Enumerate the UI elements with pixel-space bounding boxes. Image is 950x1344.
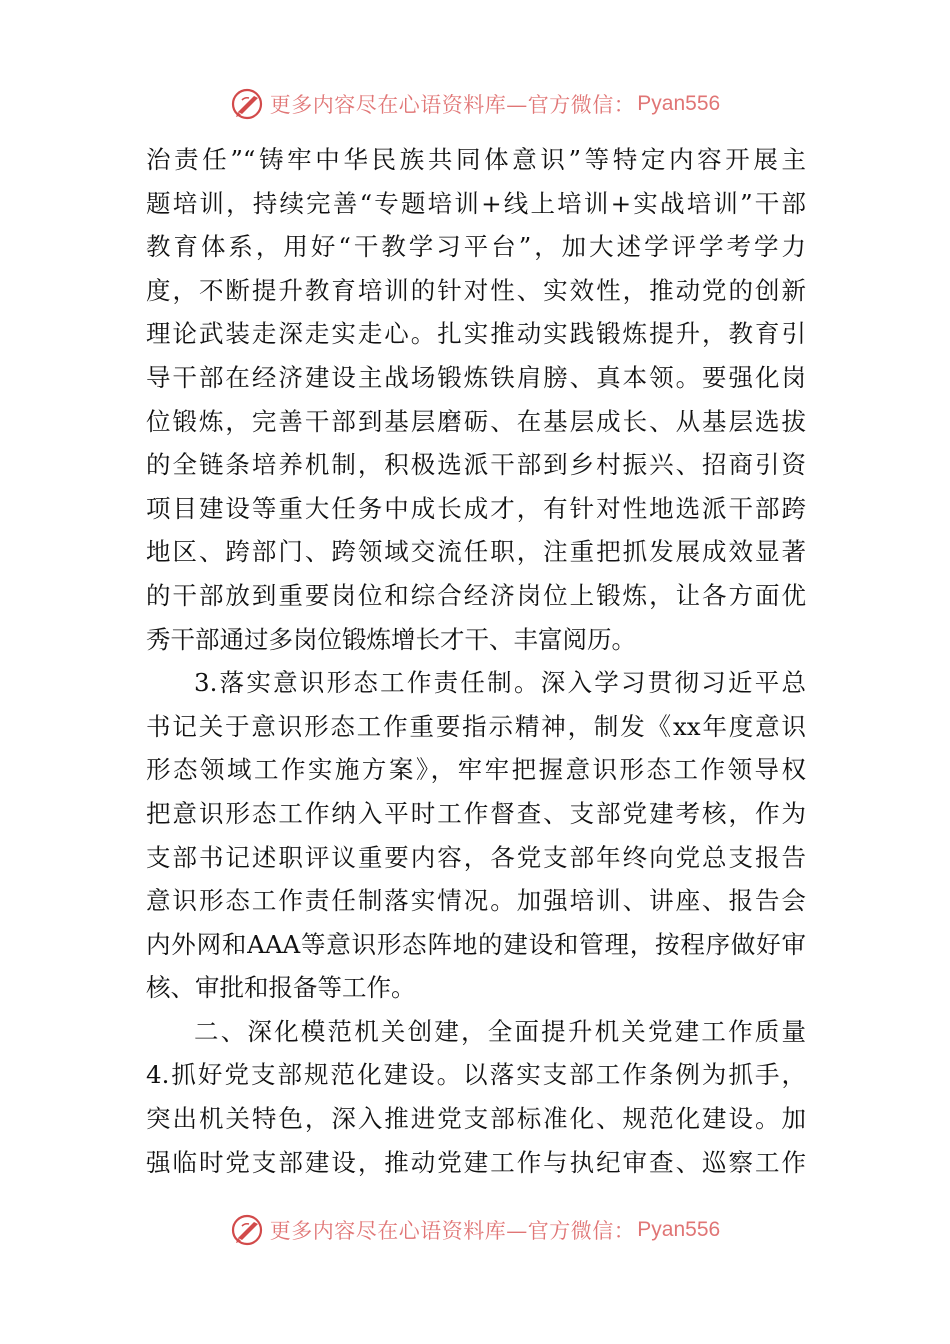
text-line: 4.抓好党支部规范化建设。以落实支部工作条例为抓手，	[146, 1060, 806, 1090]
text-line: 核、审批和报备等工作。	[146, 973, 416, 1003]
watermark-header	[0, 84, 950, 124]
watermark-footer	[0, 1210, 950, 1250]
text-line: 书记关于意识形态工作重要指示精神，制发《xx年度意识	[146, 711, 806, 741]
text-line: 的全链条培养机制，积极选派干部到乡村振兴、招商引资	[146, 450, 806, 480]
pen-logo-icon	[230, 86, 266, 122]
text-line: 意识形态工作责任制落实情况。加强培训、讲座、报告会	[146, 886, 806, 916]
text-line: 地区、跨部门、跨领域交流任职，注重把抓发展成效显著	[146, 537, 806, 567]
text-line: 内外网和AAA等意识形态阵地的建设和管理，按程序做好审	[146, 929, 806, 959]
text-line: 理论武装走深走实走心。扎实推动实践锻炼提升，教育引	[146, 319, 806, 349]
text-line: 把意识形态工作纳入平时工作督查、支部党建考核，作为	[146, 798, 806, 828]
watermark-text: 更多内容尽在心语资料库—官方微信：	[269, 93, 636, 117]
text-line: 位锻炼，完善干部到基层磨砺、在基层成长、从基层选拔	[146, 406, 806, 436]
text-line: 教育体系，用好“干教学习平台”，加大述学评学考学力	[146, 232, 806, 262]
text-line: 题培训，持续完善“专题培训+线上培训+实战培训”干部	[146, 188, 806, 218]
text-line: 的干部放到重要岗位和综合经济岗位上锻炼，让各方面优	[146, 580, 806, 610]
text-line: 3.落实意识形态工作责任制。深入学习贯彻习近平总	[194, 668, 806, 698]
text-line: 支部书记述职评议重要内容，各党支部年终向党总支报告	[146, 842, 806, 872]
watermark-text: 更多内容尽在心语资料库—官方微信：	[269, 1219, 636, 1243]
text-line: 度，不断提升教育培训的针对性、实效性，推动党的创新	[146, 275, 806, 305]
text-line: 二、深化模范机关创建，全面提升机关党建工作质量	[194, 1016, 806, 1046]
watermark-wechat-id: Pyan556	[637, 1218, 721, 1241]
text-line: 突出机关特色，深入推进党支部标准化、规范化建设。加	[146, 1104, 806, 1134]
text-line: 强临时党支部建设，推动党建工作与执纪审查、巡察工作	[146, 1147, 806, 1177]
watermark-wechat-id: Pyan556	[637, 92, 721, 115]
text-line: 秀干部通过多岗位锻炼增长才干、丰富阅历。	[146, 624, 636, 654]
text-line: 项目建设等重大任务中成长成才，有针对性地选派干部跨	[146, 493, 806, 523]
text-line: 形态领域工作实施方案》，牢牢把握意识形态工作领导权	[146, 755, 806, 785]
pen-logo-icon	[230, 1212, 266, 1248]
text-line: 治责任”“铸牢中华民族共同体意识”等特定内容开展主	[146, 145, 806, 174]
text-line: 导干部在经济建设主战场锻炼铁肩膀、真本领。要强化岗	[146, 362, 806, 392]
document-body	[146, 138, 806, 1184]
